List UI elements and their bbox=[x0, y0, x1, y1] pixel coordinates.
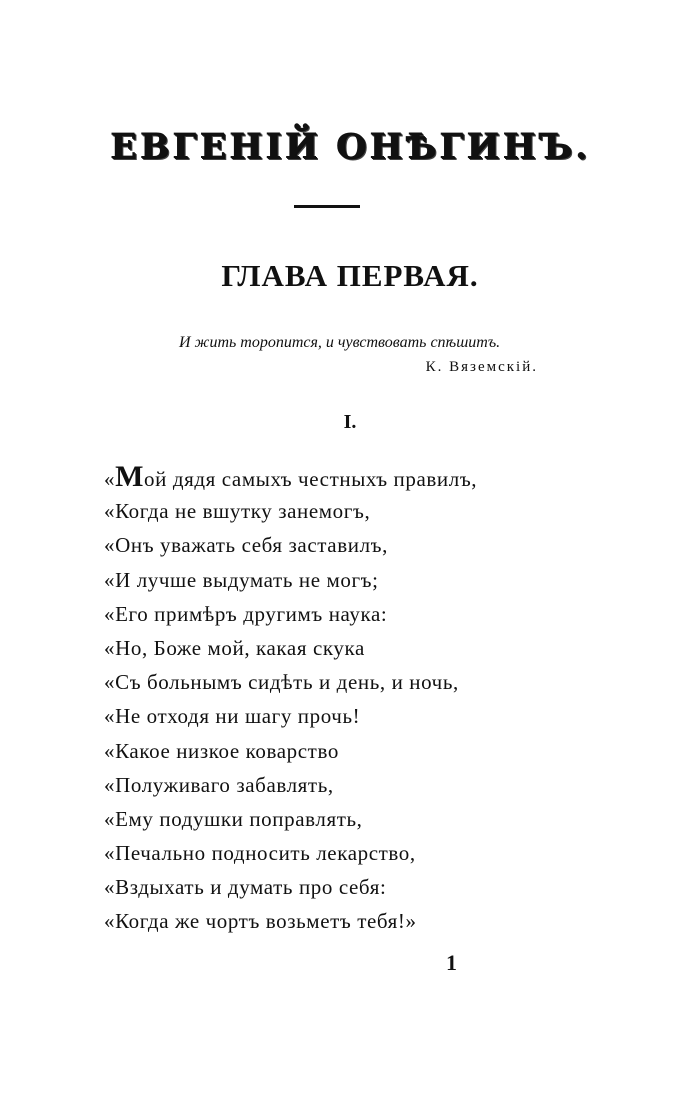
verse-line: «Какое низкое коварство bbox=[104, 738, 339, 763]
chapter-heading: ГЛАВА ПЕРВАЯ. bbox=[221, 258, 479, 293]
verse-line: «Онъ уважать себя заставилъ, bbox=[104, 533, 388, 558]
verse-line-rest: ой дядя самыхъ честныхъ правилъ, bbox=[144, 467, 478, 491]
verse-line: «Его примѣръ другимъ наука: bbox=[104, 601, 388, 626]
verse-line: «И лучше выдумать не могъ; bbox=[104, 567, 379, 592]
verse-line bbox=[104, 460, 574, 494]
verse-line: «Полуживаго забавлять, bbox=[104, 772, 334, 797]
verse-line: «Вздыхать и думать про себя: bbox=[104, 875, 387, 900]
book-title: ЕВГЕНІЙ ОНѢГИНЪ. bbox=[109, 126, 591, 167]
page-number: 1 bbox=[446, 950, 457, 975]
verse-line: «Печально подносить лекарство, bbox=[104, 841, 416, 866]
verse-dropcap: М bbox=[115, 460, 145, 493]
verse-line: «Но, Боже мой, какая скука bbox=[104, 635, 365, 660]
epigraph bbox=[160, 330, 560, 380]
verse-line: «Не отходя ни шагу прочь! bbox=[104, 704, 361, 729]
verse-line: «Ему подушки поправлять, bbox=[104, 806, 363, 831]
verse-stanza bbox=[104, 460, 574, 939]
epigraph-text: И жить торопится, и чувствовать спѣшитъ. bbox=[179, 334, 501, 351]
epigraph-author: К. Вяземскій. bbox=[425, 359, 538, 375]
verse-line: «Когда не вшутку занемогъ, bbox=[104, 499, 371, 524]
verse-line: «Съ больнымъ сидѣть и день, и ночь, bbox=[104, 670, 459, 695]
verse-line: «Когда же чортъ возьметъ тебя!» bbox=[104, 909, 417, 934]
title-divider bbox=[294, 205, 360, 208]
verse-line-open-quote: « bbox=[104, 467, 116, 491]
stanza-number: I. bbox=[343, 411, 357, 433]
